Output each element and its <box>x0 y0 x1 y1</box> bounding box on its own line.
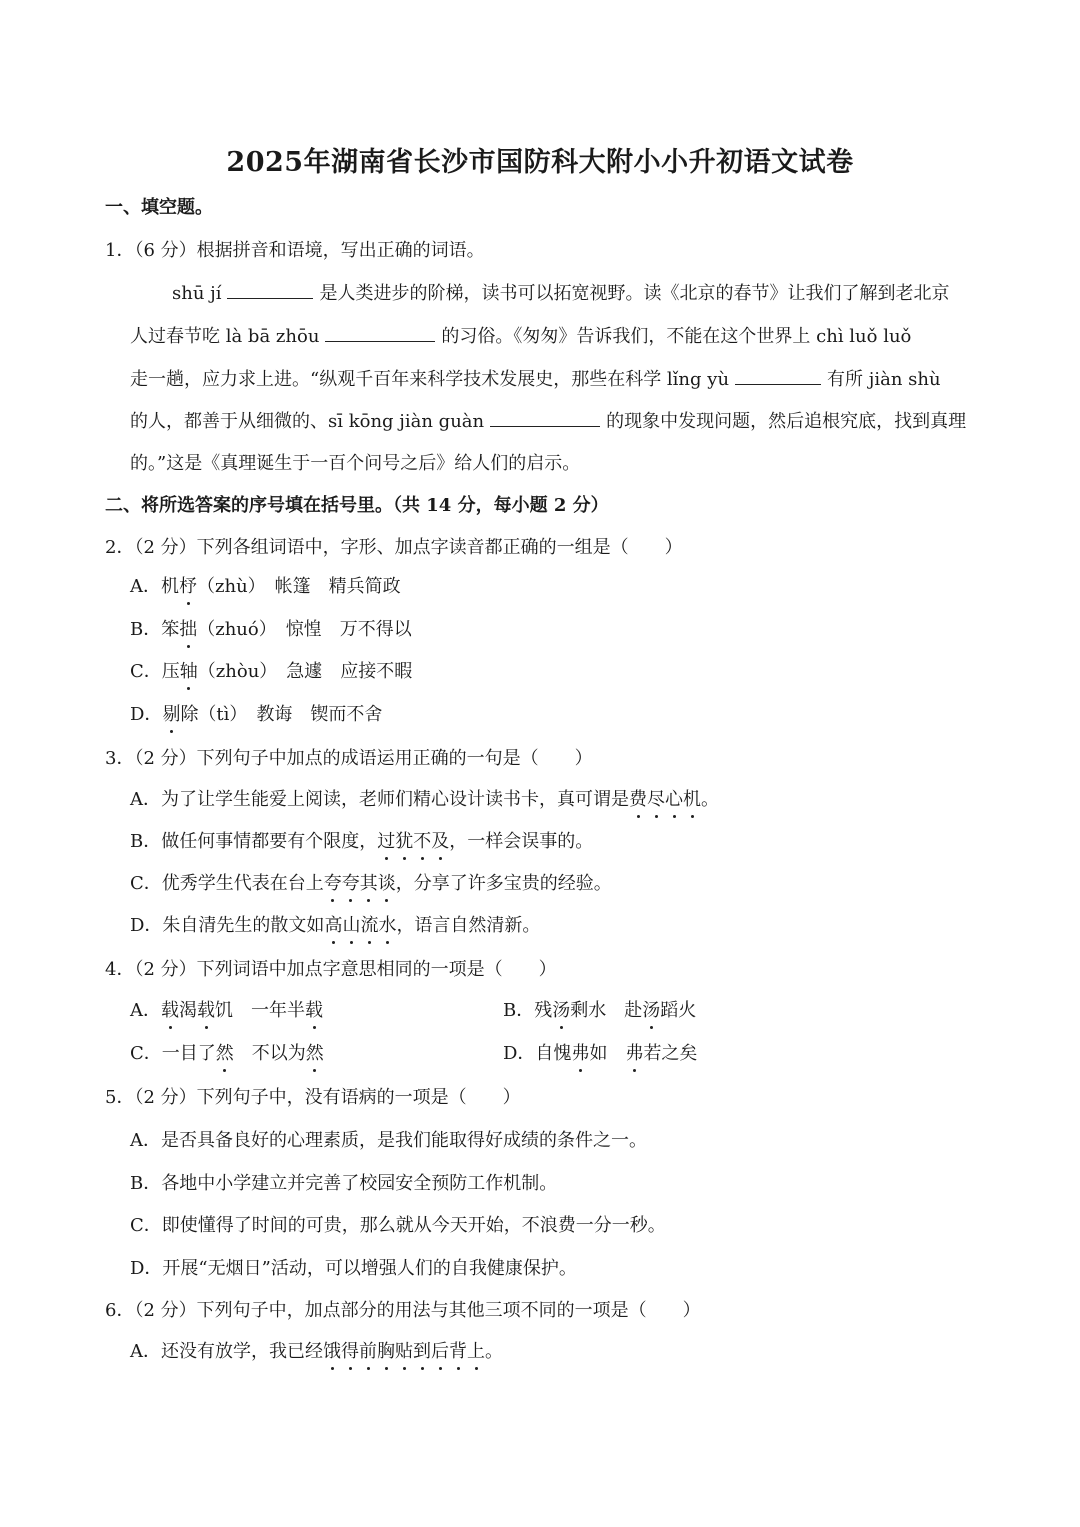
dotted-char: 得 <box>341 1341 359 1362</box>
dotted-char: 不 <box>413 831 432 852</box>
dotted-char: 弗 <box>571 1043 590 1064</box>
question-4-option-b[interactable] <box>503 999 696 1023</box>
question-1-text: 是人类进步的阶梯，读书可以拓宽视野。读《北京的春节》让我们了解到老北京 <box>319 283 950 304</box>
option-text: （zhù） 帐篷 精兵简政 <box>197 576 401 597</box>
question-1-text: 走一趟，应力求上进。“纵观千百年来科学技术发展史，那些在科学 lǐng yù <box>130 369 730 390</box>
answer-blank-6[interactable] <box>490 409 600 427</box>
option-text: 不以为 <box>233 1043 306 1064</box>
question-4-option-d[interactable] <box>503 1042 697 1066</box>
question-6-option-a[interactable] <box>130 1340 503 1364</box>
dotted-char: 高 <box>324 915 343 936</box>
dotted-char: 汤 <box>642 1000 661 1021</box>
question-2-option-b[interactable] <box>130 618 412 642</box>
question-3-option-b[interactable] <box>130 830 593 854</box>
option-text: D．朱自清先生的散文如 <box>130 915 325 936</box>
question-4-stem: 4．（2 分）下列词语中加点字意思相同的一项是（ ） <box>105 959 557 980</box>
dotted-char: 夸 <box>341 873 360 894</box>
question-1-text: 有所 jiàn shù <box>827 369 941 390</box>
question-5-option-a[interactable]: A．是否具备良好的心理素质，是我们能取得好成绩的条件之一。 <box>130 1130 647 1151</box>
dotted-char: 及 <box>431 831 450 852</box>
dotted-char: 轴 <box>179 661 198 682</box>
option-text: 剩水 赴 <box>570 1000 643 1021</box>
question-5-option-c[interactable]: C．即使懂得了时间的可贵，那么就从今天开始，不浪费一分一秒。 <box>130 1215 666 1236</box>
option-text: A．为了让学生能爱上阅读，老师们精心设计读书卡，真可谓是 <box>130 789 629 810</box>
option-text: D．自愧 <box>503 1043 572 1064</box>
question-3-option-a[interactable] <box>130 788 719 812</box>
dotted-idiom <box>324 915 396 936</box>
dotted-char: 流 <box>360 915 379 936</box>
dotted-char: 后 <box>431 1341 449 1362</box>
page-title: 2025年湖南省长沙市国防科大附小小升初语文试卷 <box>226 147 854 178</box>
dotted-idiom <box>324 873 396 894</box>
option-text: C．一目了 <box>130 1043 216 1064</box>
question-1-line-1 <box>172 281 949 306</box>
dotted-char: 尽 <box>647 789 665 810</box>
dotted-char: 然 <box>305 1043 324 1064</box>
question-1-line-5: 的。”这是《真理诞生于一百个问号之后》给人们的启示。 <box>130 453 581 474</box>
dotted-idiom <box>629 789 701 810</box>
question-4-option-a[interactable] <box>130 999 323 1023</box>
dotted-char: 贴 <box>395 1341 413 1362</box>
dotted-char: 弗 <box>625 1043 644 1064</box>
dotted-char: 汤 <box>552 1000 571 1021</box>
option-text: 。 <box>485 1341 503 1362</box>
dotted-char: 水 <box>378 915 397 936</box>
question-5-option-d[interactable]: D．开展“无烟日”活动，可以增强人们的自我健康保护。 <box>130 1258 577 1279</box>
option-text: （zhuó） 惊惶 万不得以 <box>197 619 412 640</box>
question-2-option-a[interactable] <box>130 575 401 599</box>
option-text: ，一样会误事的。 <box>449 831 594 852</box>
option-text: D． <box>130 704 163 725</box>
option-text: ，分享了许多宝贵的经验。 <box>395 873 612 894</box>
dotted-char: 费 <box>629 789 647 810</box>
dotted-char: 上 <box>467 1341 485 1362</box>
dotted-char: 心 <box>665 789 683 810</box>
question-2-option-c[interactable] <box>130 660 412 684</box>
option-text: 。 <box>701 789 719 810</box>
answer-blank-2[interactable] <box>325 324 435 342</box>
question-1-text: 的习俗。《匆匆》告诉我们，不能在这个世界上 chì luǒ luǒ <box>441 326 912 347</box>
option-text: 除（tì） 教诲 锲而不舍 <box>180 704 383 725</box>
option-text: A．还没有放学，我已经 <box>130 1341 323 1362</box>
dotted-char: 饿 <box>323 1341 341 1362</box>
option-text: 如 <box>589 1043 626 1064</box>
answer-blank-4[interactable] <box>735 367 821 385</box>
dotted-char: 载 <box>197 1000 215 1021</box>
dotted-char: 载 <box>161 1000 179 1021</box>
option-text: B．残 <box>503 1000 553 1021</box>
question-1-text: 的现象中发现问题，然后追根究底，找到真理 <box>606 411 967 432</box>
pinyin-shuji: shū jí <box>172 283 222 304</box>
option-text: ，语言自然清新。 <box>396 915 541 936</box>
option-text: 渴 <box>179 1000 197 1021</box>
question-5-stem: 5．（2 分）下列句子中，没有语病的一项是（ ） <box>105 1087 521 1108</box>
question-1-stem: 1．（6 分）根据拼音和语境，写出正确的词语。 <box>105 240 485 261</box>
answer-blank-1[interactable] <box>227 281 313 299</box>
dotted-char: 胸 <box>377 1341 395 1362</box>
question-2-stem: 2．（2 分）下列各组词语中，字形、加点字读音都正确的一组是（ ） <box>105 537 683 558</box>
dotted-char: 然 <box>215 1043 234 1064</box>
question-1-text: 人过春节吃 là bā zhōu <box>130 326 320 347</box>
section-heading-choice: 二、将所选答案的序号填在括号里。（共 14 分，每小题 2 分） <box>105 495 609 516</box>
question-1-line-3 <box>130 367 941 392</box>
dotted-char: 拙 <box>179 619 198 640</box>
option-text: 若之矣 <box>643 1043 698 1064</box>
question-6-stem: 6．（2 分）下列句子中，加点部分的用法与其他三项不同的一项是（ ） <box>105 1300 701 1321</box>
dotted-char: 背 <box>449 1341 467 1362</box>
question-3-stem: 3．（2 分）下列句子中加点的成语运用正确的一句是（ ） <box>105 748 593 769</box>
dotted-char: 犹 <box>395 831 414 852</box>
question-5-option-b[interactable]: B．各地中小学建立并完善了校园安全预防工作机制。 <box>130 1173 558 1194</box>
dotted-char: 谈 <box>377 873 396 894</box>
option-text: 蹈火 <box>660 1000 697 1021</box>
question-1-text: 的人，都善于从细微的、sī kōng jiàn guàn <box>130 411 485 432</box>
dotted-char: 杼 <box>179 576 197 597</box>
dotted-char: 剔 <box>162 704 181 725</box>
dotted-phrase <box>323 1341 485 1362</box>
question-1-line-4 <box>130 409 966 434</box>
question-1-line-2 <box>130 324 911 349</box>
option-text: B．笨 <box>130 619 180 640</box>
question-3-option-d[interactable] <box>130 914 540 938</box>
dotted-char: 载 <box>305 1000 323 1021</box>
option-text: C．压 <box>130 661 180 682</box>
question-4-option-c[interactable] <box>130 1042 324 1066</box>
dotted-char: 到 <box>413 1341 431 1362</box>
dotted-char: 其 <box>359 873 378 894</box>
question-3-option-c[interactable] <box>130 872 612 896</box>
dotted-char: 机 <box>683 789 701 810</box>
option-text: A．机 <box>130 576 179 597</box>
dotted-char: 山 <box>342 915 361 936</box>
dotted-char: 前 <box>359 1341 377 1362</box>
option-text: 饥 一年半 <box>215 1000 305 1021</box>
dotted-char: 夸 <box>323 873 342 894</box>
option-text: C．优秀学生代表在台上 <box>130 873 324 894</box>
option-text: A． <box>130 1000 161 1021</box>
option-text: （zhòu） 急遽 应接不暇 <box>197 661 413 682</box>
section-heading-fill-blank: 一、填空题。 <box>105 197 213 218</box>
dotted-char: 过 <box>377 831 396 852</box>
dotted-idiom <box>377 831 449 852</box>
option-text: B．做任何事情都要有个限度， <box>130 831 378 852</box>
question-2-option-d[interactable] <box>130 703 382 727</box>
